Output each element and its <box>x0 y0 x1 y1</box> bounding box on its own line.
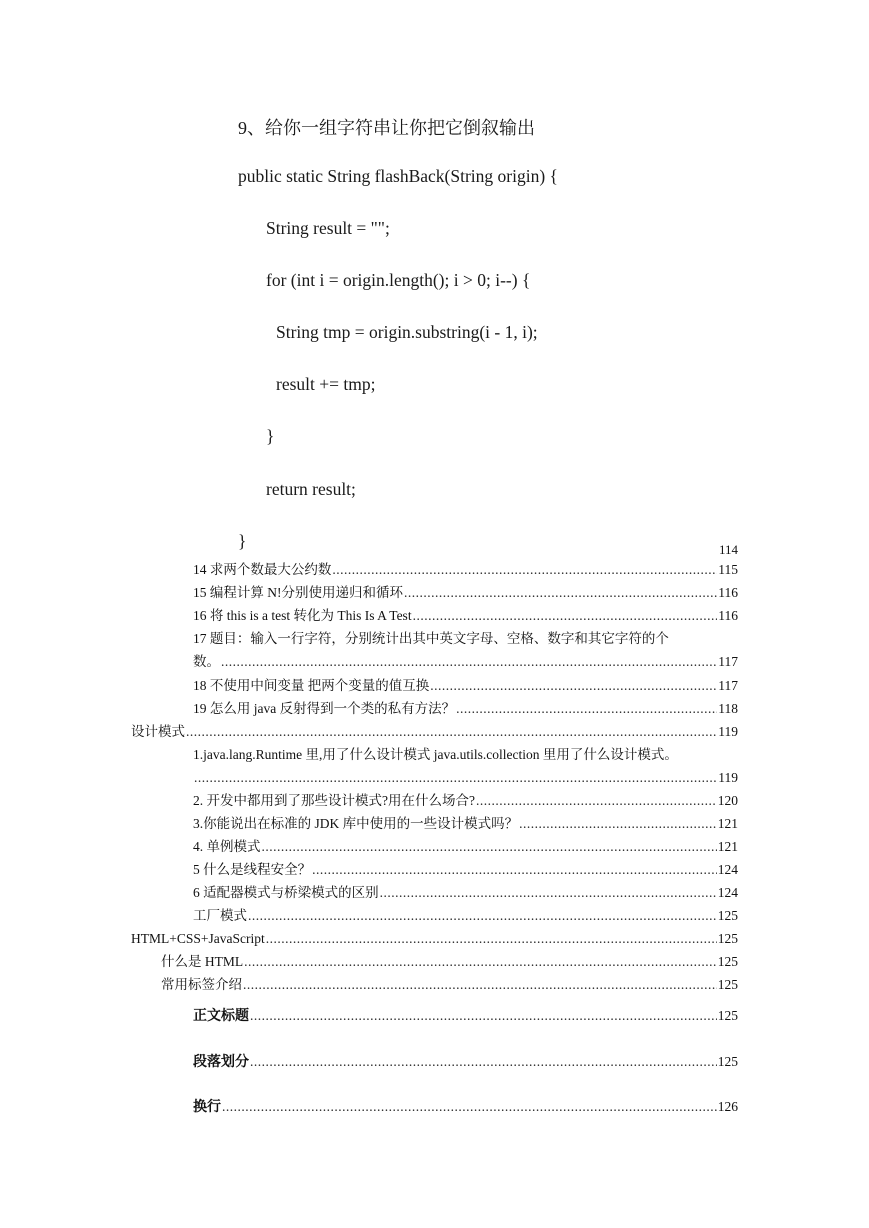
toc-entry-continuation[interactable]: ..... 119 <box>193 769 738 789</box>
toc-subsection[interactable]: 常用标签介绍 ..... 125 <box>161 976 738 996</box>
toc-entry[interactable]: 6 适配器模式与桥梁模式的区别 ..... 124 <box>193 884 738 904</box>
toc-entry[interactable]: 4. 单例模式 ..... 121 <box>193 838 738 858</box>
question-heading: 9、给你一组字符串让你把它倒叙输出 <box>238 118 535 138</box>
code-line-1: public static String flashBack(String origin) { <box>238 166 558 186</box>
code-image <box>0 0 869 560</box>
toc-section-html[interactable]: HTML+CSS+JavaScript ..... 125 <box>131 930 738 950</box>
code-line-8: } <box>238 531 247 551</box>
toc-section-design-patterns[interactable]: 设计模式 ..... 119 <box>131 723 738 743</box>
code-line-6: } <box>266 426 275 446</box>
toc-entry-wrapped[interactable]: 1.java.lang.Runtime 里,用了什么设计模式 java.utils.collection 里用了什么设计模式。 <box>193 747 678 762</box>
code-line-4: String tmp = origin.substring(i - 1, i); <box>276 322 538 342</box>
code-line-3: for (int i = origin.length(); i > 0; i--) { <box>266 270 531 290</box>
toc-entry[interactable]: 15 编程计算 N!分别使用递归和循环 ..... 116 <box>193 584 738 604</box>
code-line-5: result += tmp; <box>276 374 376 394</box>
toc-entry[interactable]: 18 不使用中间变量 把两个变量的值互换 ..... 117 <box>193 677 738 697</box>
toc-entry-continuation[interactable]: 数。 ..... 117 <box>193 653 738 673</box>
code-line-7: return result; <box>266 479 356 499</box>
page-number: 114 <box>719 542 739 557</box>
toc-entry[interactable]: 14 求两个数最大公约数 ..... 115 <box>193 561 738 581</box>
toc-entry[interactable]: 段落划分 ..... 125 <box>193 1053 738 1073</box>
toc-entry[interactable]: 16 将 this is a test 转化为 This Is A Test ..... 116 <box>193 607 738 627</box>
toc-entry[interactable]: 工厂模式 ..... 125 <box>193 907 738 927</box>
toc-entry-wrapped[interactable]: 17 题目：输入一行字符，分别统计出其中英文字母、空格、数字和其它字符的个 <box>193 631 669 646</box>
toc-entry[interactable]: 3.你能说出在标准的 JDK 库中使用的一些设计模式吗？ ..... 121 <box>193 815 738 835</box>
toc-entry[interactable]: 2. 开发中都用到了那些设计模式?用在什么场合? ..... 120 <box>193 792 738 812</box>
toc-entry[interactable]: 19 怎么用 java 反射得到一个类的私有方法？ ..... 118 <box>193 700 738 720</box>
toc-entry[interactable]: 换行 ..... 126 <box>193 1098 738 1118</box>
toc-subsection[interactable]: 什么是 HTML ..... 125 <box>161 953 738 973</box>
code-line-2: String result = ""; <box>266 218 390 238</box>
toc-entry[interactable]: 正文标题 ..... 125 <box>193 1007 738 1027</box>
toc-entry[interactable]: 5 什么是线程安全？ ..... 124 <box>193 861 738 881</box>
